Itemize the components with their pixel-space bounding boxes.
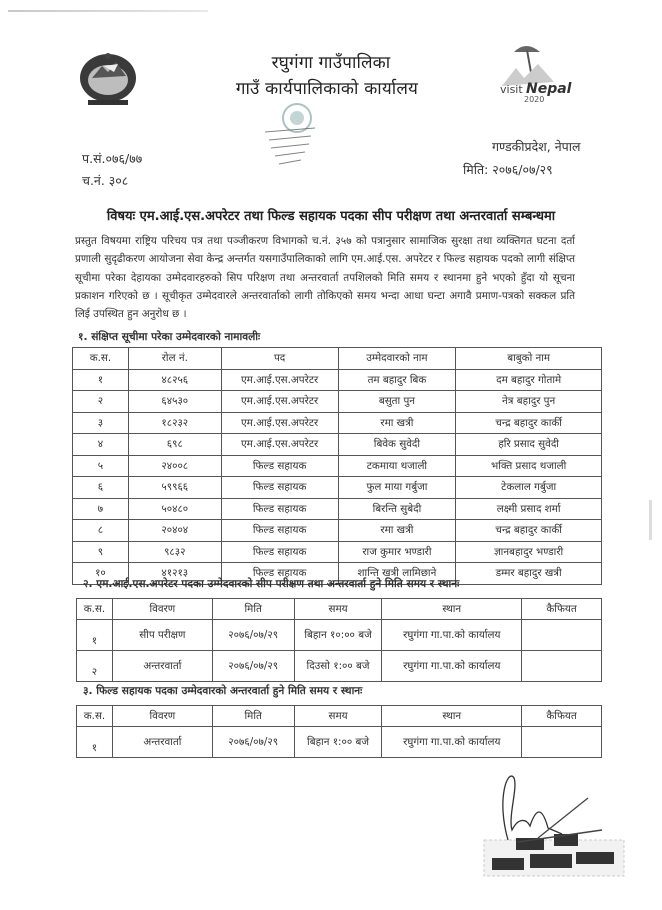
shortlisted-candidates-table [72,347,602,585]
table-row [73,391,602,413]
office-name: रघुगंगा गाउँपालिका [271,53,391,73]
table-header-row [77,706,602,727]
table-cell: बसुता पुन [338,391,456,413]
table-cell: अन्तरवार्ता [112,651,212,682]
table-cell: चन्द्र बहादुर कार्की [456,412,602,434]
table-cell: लक्ष्मी प्रसाद शर्मा [456,498,602,520]
column-header: क.स. [77,599,113,620]
table-cell: बिहान १०:०० बजे [294,620,382,651]
table-cell: ८ [73,520,129,542]
table-cell: २०४०४ [128,520,221,542]
table-cell: ९८३२ [128,541,221,563]
column-header: क.स. [73,348,129,370]
table-row [73,369,602,391]
letter-date: मिति: २०७६/०७/२९ [463,162,553,177]
table-cell: फिल्ड सहायक [221,477,338,499]
column-header: रोल नं. [128,348,221,370]
table-cell: २४००८ [128,455,221,477]
table-cell: सीप परीक्षण [112,620,212,651]
table-row [73,455,602,477]
table-cell: ६४५३० [128,391,221,413]
table-cell: अन्तरवार्ता [112,727,212,758]
table-cell: एम.आई.एस.अपरेटर [221,412,338,434]
column-header: पद [221,348,338,370]
office-subtitle: गाउँ कार्यपालिकाको कार्यालय [235,79,419,99]
column-header: समय [294,706,382,727]
table-header-row [77,599,602,620]
table-header-row [73,348,602,370]
dispatch-number: च.नं. ३०८ [82,173,129,188]
column-header: बाबुको नाम [456,348,602,370]
column-header: स्थान [382,599,522,620]
table-cell: १० [73,563,129,585]
table-cell: ४१२१३ [128,563,221,585]
office-stamp-seal [245,92,337,170]
table-cell: १८२३२ [128,412,221,434]
table-row [73,520,602,542]
table-cell: दम बहादुर गोतामे [456,369,602,391]
reference-number: प.सं.०७६/७७ [82,151,143,166]
table-cell: ४ [73,434,129,456]
table-row [73,498,602,520]
table-cell: रघुगंगा गा.पा.को कार्यालय [382,651,522,682]
column-header: स्थान [382,706,522,727]
table-cell: बिवेक सुवेदी [338,434,456,456]
table-cell: एम.आई.एस.अपरेटर [221,434,338,456]
table-cell: हरि प्रसाद सुवेदी [456,434,602,456]
table-cell: ५०४८० [128,498,221,520]
table-cell: ज्ञानबहादुर भण्डारी [456,541,602,563]
table-cell: ५ [73,455,129,477]
table-cell: १ [73,369,129,391]
section2-heading: २. एम.आई.एस.अपरेटर पदका उम्मेदवारको सीप परीक्षण तथा अन्तरवार्ता हुने मिति समय र स्थानः [83,578,460,590]
table-cell: ४८२५६ [128,369,221,391]
table-cell [522,651,602,682]
table-cell: टकमाया थजाली [338,455,456,477]
table-cell: तम बहादुर बिक [338,369,456,391]
table-cell: नेत्र बहादुर पुन [456,391,602,413]
table-cell: फिल्ड सहायक [221,498,338,520]
field-assistant-schedule-table [76,705,602,758]
table-row [77,727,602,758]
signature-with-stamp [478,768,628,888]
column-header: समय [294,599,382,620]
column-header: कैफियत [522,599,602,620]
scan-edge-mark [649,500,652,540]
table-cell: २०७६/०७/२९ [212,620,294,651]
table-cell [522,620,602,651]
table-cell: फिल्ड सहायक [221,541,338,563]
body-paragraph: प्रस्तुत विषयमा राष्ट्रिय परिचय पत्र तथा पञ्जीकरण विभागको च.नं. ३५७ को पत्रानुसार सामाजिक सुरक्षा तथा व्यक्तिगत घटना दर्ता प्रणाली सुदृढीकरण आयोजना सेवा केन्द्र अन्तर्गत यसगाउँपालिकाको लागि एम.आई.एस. अपरेटर र फिल्ड सहायक पदको लागी संक्षिप्त सूचीमा परेका देहायका उम्मेदवारहरुको सिप परिक्षण तथा अन्तरवार्ता तपशिलको मिति समय र स्थानमा हुने भएको हुँदा यो सूचना प्रकाशन गरिएको छ । सूचीकृत उम्मेदवारले अन्तरवार्ताको लागी तोकिएको समय भन्दा आधा घन्टा अगावै प्रमाण-पत्रको सक्कल प्रति लिई उपस्थित हुन अनुरोध छ । [75,235,575,321]
column-header: विवरण [112,706,212,727]
table-cell: फिल्ड सहायक [221,520,338,542]
table-row [73,477,602,499]
table-cell: ७ [73,498,129,520]
column-header: उम्मेदवारको नाम [338,348,456,370]
table-row [77,620,602,651]
svg-text:Nepal: Nepal [526,81,572,97]
svg-text:visit: visit [500,83,523,96]
table-cell: फुल माया गर्बुजा [338,477,456,499]
column-header: क.स. [77,706,113,727]
table-cell: २ [77,651,113,682]
table-cell: रमा खत्री [338,412,456,434]
table-cell: फिल्ड सहायक [221,455,338,477]
table-cell: दिउसो १:०० बजे [294,651,382,682]
table-cell: ९ [73,541,129,563]
column-header: कैफियत [522,706,602,727]
table-cell: एम.आई.एस.अपरेटर [221,369,338,391]
table-cell: रघुगंगा गा.पा.को कार्यालय [382,727,522,758]
table-cell [522,727,602,758]
table-cell: राज कुमार भण्डारी [338,541,456,563]
table-cell: डम्मर बहादुर खत्री [456,563,602,585]
mis-operator-schedule-table [76,598,602,682]
table-cell: भक्ति प्रसाद थजाली [456,455,602,477]
table-row [73,412,602,434]
table-cell: ६ [73,477,129,499]
table-cell: १ [77,620,113,651]
table-cell: टेकलाल गर्बुजा [456,477,602,499]
scan-edge-line [8,10,208,12]
subject-line: विषयः एम.आई.एस.अपरेटर तथा फिल्ड सहायक पदका सीप परीक्षण तथा अन्तरवार्ता सम्बन्धमा [106,209,556,224]
table-cell: ६९८ [128,434,221,456]
table-cell: २०७६/०७/२९ [212,727,294,758]
table-cell: बिहान १:०० बजे [294,727,382,758]
table-cell: बिरन्ति सुबेदी [338,498,456,520]
svg-text:2020: 2020 [524,95,545,104]
table-cell: १ [77,727,113,758]
table-cell: २०७६/०७/२९ [212,651,294,682]
province-location: गण्डकीप्रदेश, नेपाल [492,139,581,154]
table-cell: एम.आई.एस.अपरेटर [221,391,338,413]
table-row [73,541,602,563]
table-row [77,651,602,682]
section3-heading: ३. फिल्ड सहायक पदका उम्मेदवारको अन्तरवार्ता हुने मिति समय र स्थानः [83,685,363,697]
table-cell: रमा खत्री [338,520,456,542]
table-cell: ५९९६६ [128,477,221,499]
section1-heading: १. संक्षिप्त सूचीमा परेका उम्मेदवारको नामावलीः [78,331,261,343]
column-header: मिति [212,599,294,620]
table-cell: फिल्ड सहायक [221,563,338,585]
column-header: विवरण [112,599,212,620]
table-cell: रघुगंगा गा.पा.को कार्यालय [382,620,522,651]
table-cell: ३ [73,412,129,434]
table-cell: चन्द्र बहादुर कार्की [456,520,602,542]
column-header: मिति [212,706,294,727]
table-row [73,434,602,456]
table-cell: शान्ति खत्री लामिछाने [338,563,456,585]
table-cell: २ [73,391,129,413]
